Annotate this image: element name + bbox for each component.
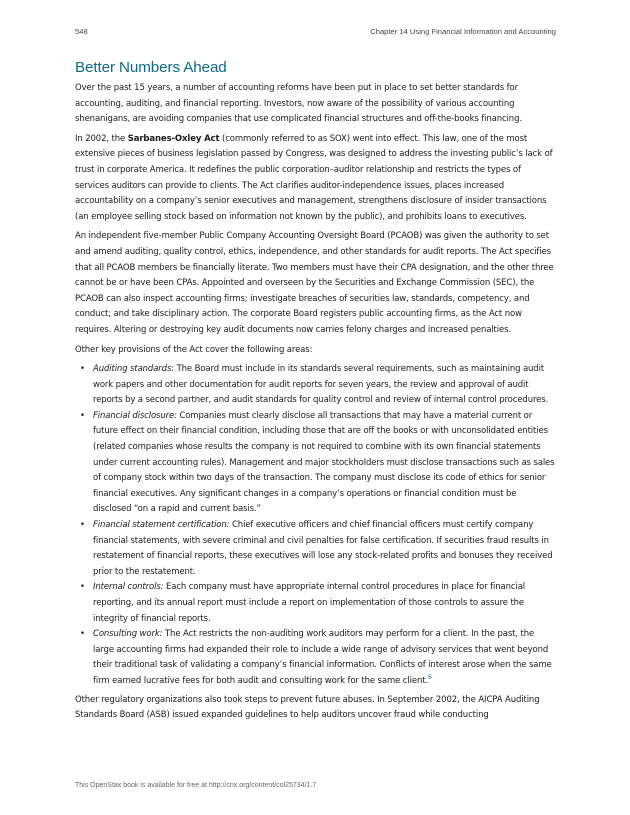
bullet-icon: • [80,410,85,421]
bullet-icon: • [80,520,85,531]
chapter-title: Chapter 14 Using Financial Information and Accounting [370,27,556,36]
list-item [75,580,556,627]
provision-term: Auditing standards: [93,364,175,375]
page-footer: This OpenStax book is available for free at http://cnx.org/content/col25734/1.7 [75,782,317,789]
list-item [75,627,556,689]
page-number: 548 [75,27,88,36]
page-content [75,59,556,728]
sox-body-text: (commonly referred to as SOX) went into effect. This law, one of the most extensive pieces of business legislation passed by Congress, was designed to address the investing public’s lack of trust in corporate America. It redefines the public corporation–auditor relationship and restricts the types of services auditors can provide to clients. The Act clarifies auditor-independence issues, places increased accountability on a company’s senior executives and management, strengthens disclosure of insider transactions (an employee selling stock based on information not known by the public), and prohibits loans to executives. [75,133,553,222]
list-item [75,518,556,580]
list-item [75,362,556,409]
provision-term: Financial statement certification: [93,520,230,531]
bullet-icon: • [80,364,85,375]
provision-text: The Act restricts the non-auditing work auditors may perform for a client. In the past, the large accounting firms had expanded their role to include a wide range of advisory services that went beyond their traditional task of validating a company’s financial information. Conflicts of interest arose when the same firm earned lucrative fees for both audit and consulting work for the same client. [93,629,552,686]
provision-text: Each company must have appropriate internal control procedures in place for financial reporting, and its annual report must include a report on implementation of those controls to assure the integrity of financial reports. [93,582,526,624]
sox-key-term: Sarbanes-Oxley Act [127,133,220,144]
provisions-list [75,362,556,689]
section-title: Better Numbers Ahead [75,59,227,76]
running-header [75,27,556,39]
provision-text: The Board must include in its standards several requirements, such as maintaining audit work papers and other documentation for audit reports for seven years, the review and approval of audit reports by a second partner, and audit standards for quality control and review of internal control procedures. [93,364,549,406]
provision-text: Chief executive officers and chief financial officers must certify company financial statements, with severe criminal and civil penalties for false certification. If securities fraud results in restatement of financial reports, these executives will lose any stock-related profits and bonuses they received prior to the restatement. [93,520,553,577]
provision-term: Financial disclosure: [93,410,177,421]
footnote-link[interactable]: 6 [428,674,432,682]
bullet-icon: • [80,629,85,640]
sox-intro-text: In 2002, the [75,133,128,144]
provision-term: Consulting work: [93,629,163,640]
provision-text: Companies must clearly disclose all transactions that may have a material current or future effect on their financial condition, including those that are off the books or with unconsolidated entities (related companies whose results the company is not required to combine with its own financial statements under current accounting rules). Management and major stockholders must disclose transactions such as sales of company stock within two days of the transaction. The company must disclose its code of ethics for senior financial executives. Any significant changes in a company’s operations or financial condition must be disclosed “on a rapid and current basis.” [93,410,555,515]
paragraph-regulatory: Other regulatory organizations also took steps to prevent future abuses. In September 2002, the AICPA Auditing Standards Board (ASB) issued expanded guidelines to help auditors uncover fraud while conducting [75,694,540,721]
bullet-icon: • [80,582,85,593]
list-item [75,409,556,518]
paragraph-intro: Over the past 15 years, a number of accounting reforms have been put in place to set better standards for accounting, auditing, and financial reporting. Investors, now aware of the possibility of various accounting shenanigans, are avoiding companies that use complicated financial structures and off-the-books financing. [75,83,522,125]
paragraph-sox [75,132,556,226]
paragraph-pcaob: An independent five-member Public Company Accounting Oversight Board (PCAOB) was given the authority to set and amend auditing, quality control, ethics, independence, and other standards for audit reports. The Act specifies that all PCAOB members be financially literate. Two members must have their CPA designation, and the other three cannot be or have been CPAs. Appointed and overseen by the Securities and Exchange Commission (SEC), the PCAOB can also inspect accounting firms; investigate breaches of securities law, standards, competency, and conduct; and take disciplinary action. The corporate Board registers public accounting firms, as the Act now requires. Altering or destroying key audit documents now carries felony charges and increased penalties. [75,231,554,335]
provision-term: Internal controls: [93,582,164,593]
paragraph-provisions-lead: Other key provisions of the Act cover the following areas: [75,344,313,355]
